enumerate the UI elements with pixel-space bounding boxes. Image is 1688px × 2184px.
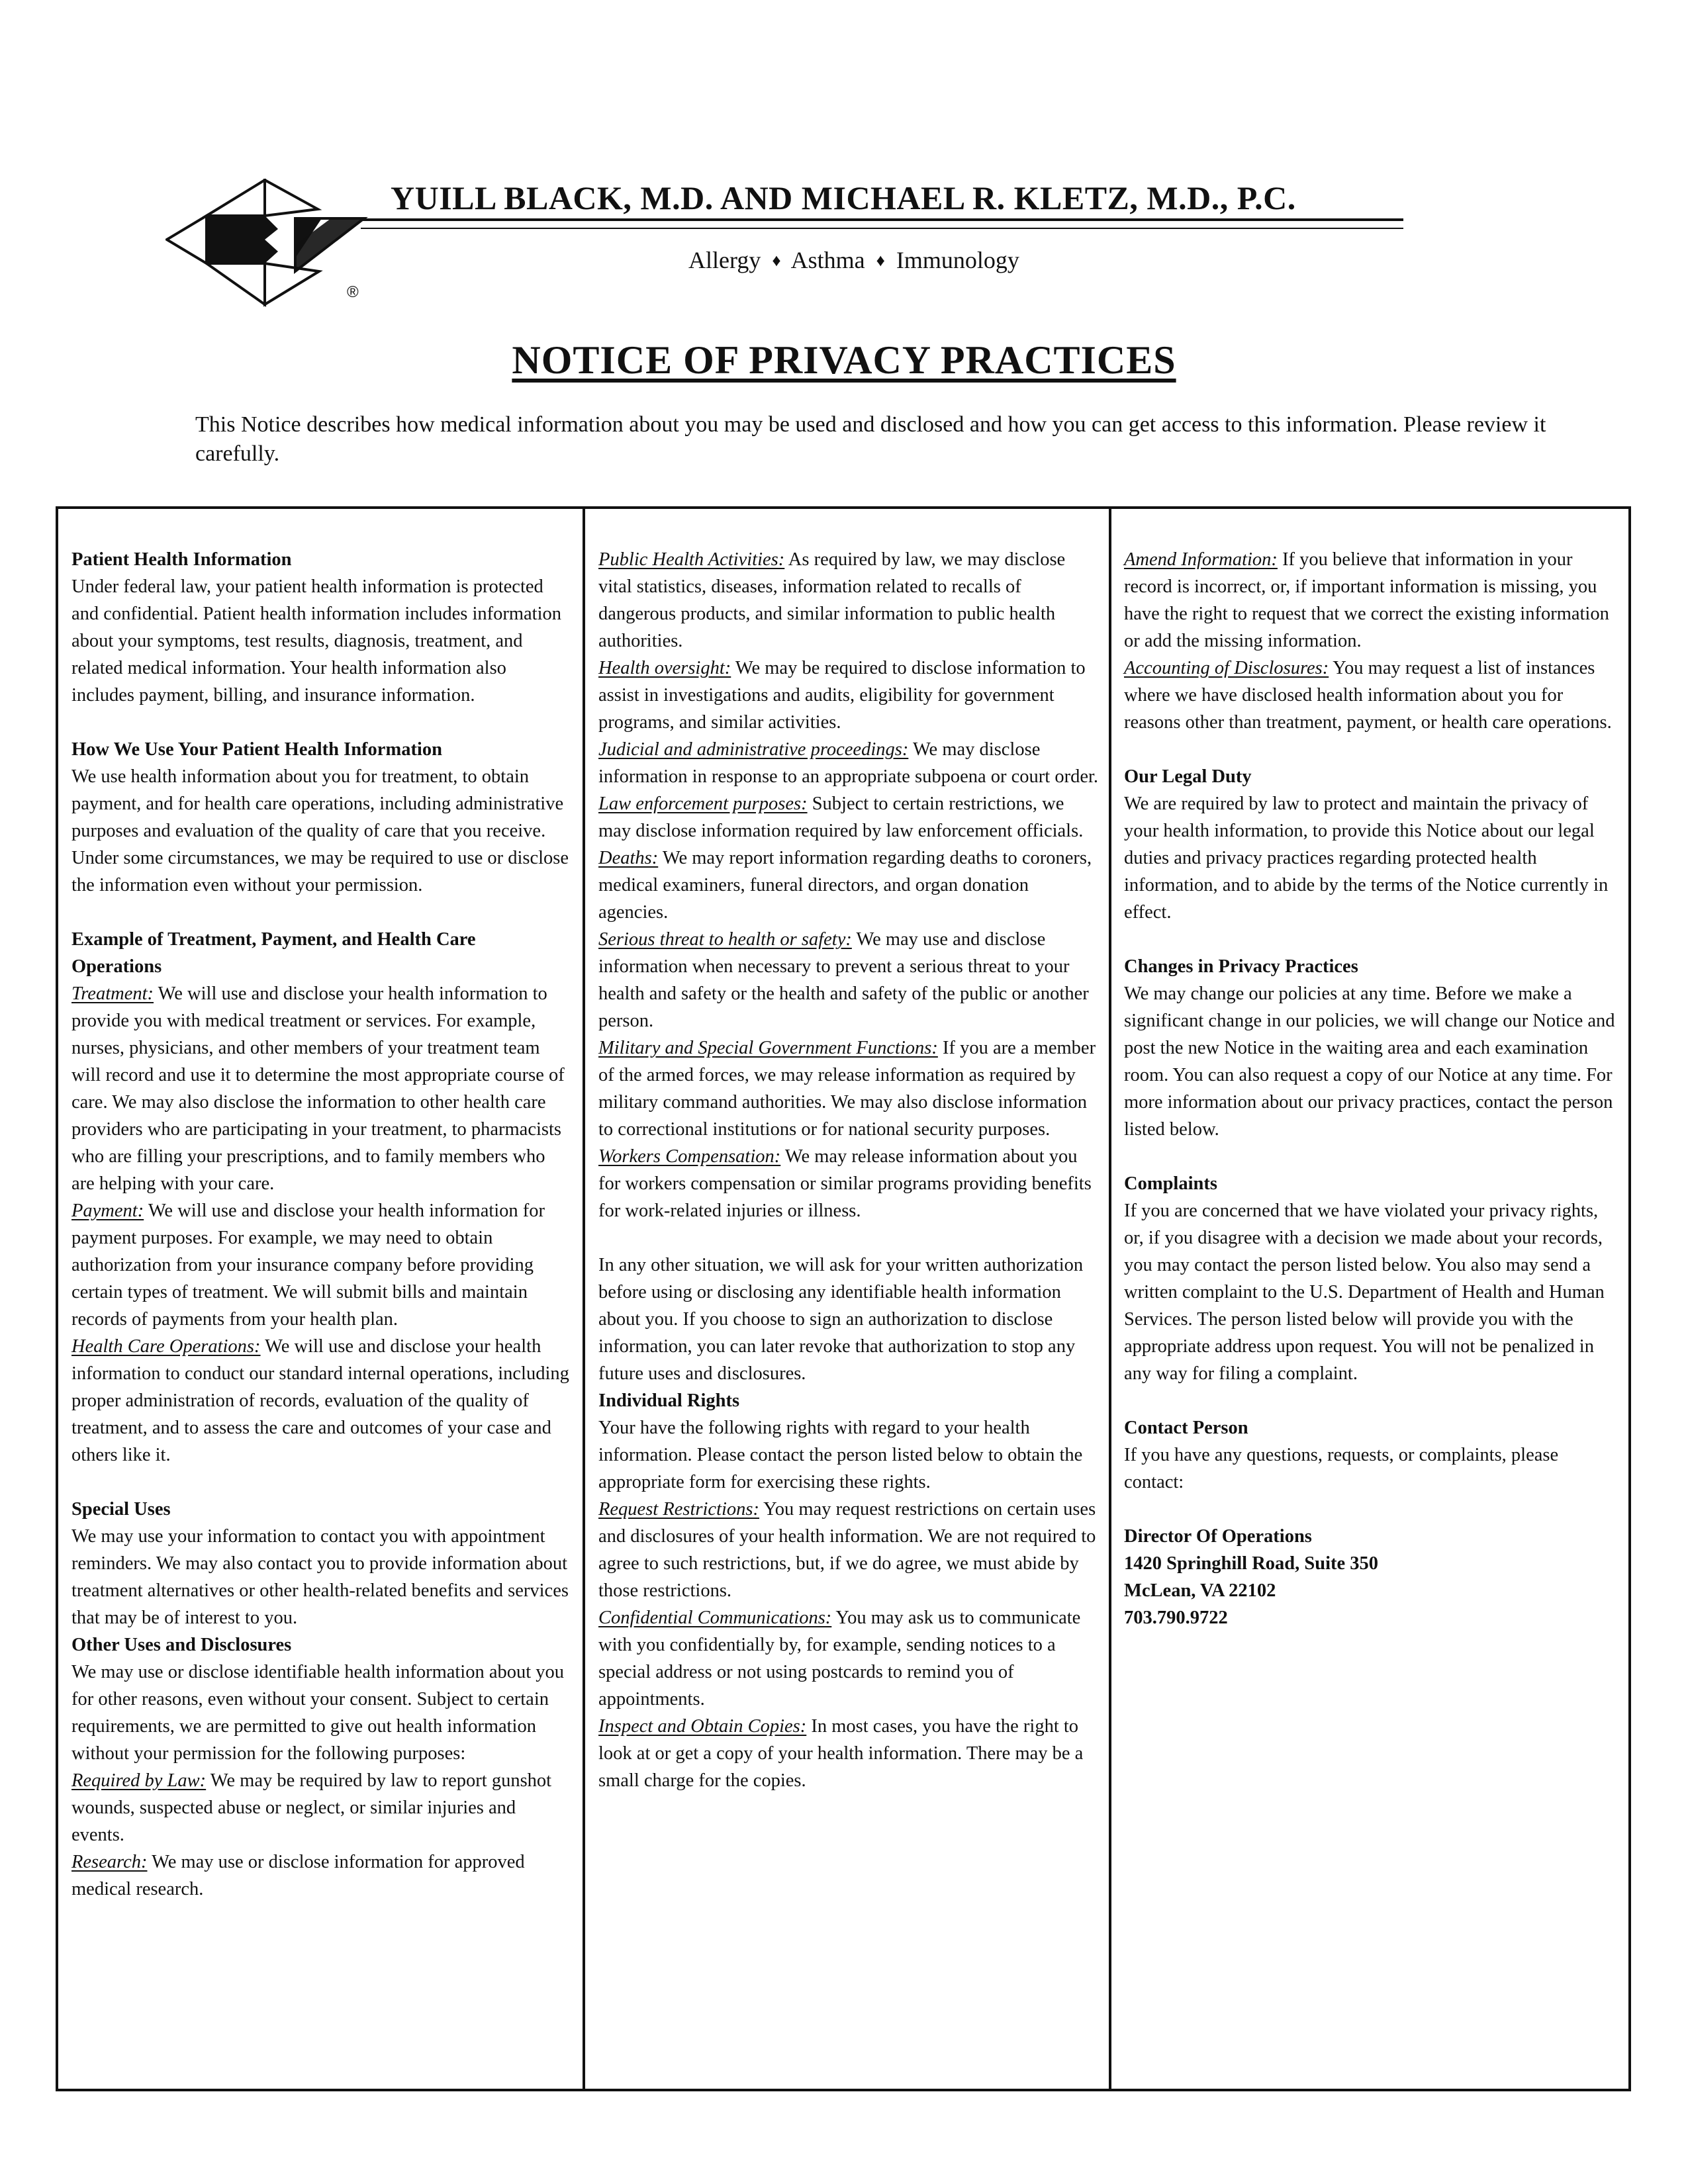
section-body: Under federal law, your patient health information is protected and confidential. Patient health information includes information about your symptoms, test results, diagnosis, treatment, and related medical information. Your health information also includes payment, billing, and insurance information.	[71, 576, 562, 705]
intro-text: This Notice describes how medical information about you may be used and disclosed and how you can get access to this information. Please review it carefully.	[195, 412, 1546, 466]
contact-title: Director Of Operations	[1124, 1526, 1312, 1547]
paragraph-confidential-communications: Confidential Communications: You may ask us to communicate with you confidentially by, for example, sending notices to a special address or not using postcards to remind you of appointments.	[598, 1608, 1081, 1709]
bk-logo-icon	[165, 179, 371, 311]
paragraph-inspect-copies: Inspect and Obtain Copies: In most cases, you have the right to look at or get a copy of your health information. There may be a small charge for the copies.	[598, 1716, 1084, 1791]
column-right	[1124, 546, 1617, 1631]
lead-term: Treatment:	[71, 983, 154, 1004]
section-body: We use health information about you for treatment, to obtain payment, and for health care operations, including administrative purposes and evaluation of the quality of care that you receive. Under some circumstances, we may be required to use or disclose the information even without your permission.	[71, 766, 569, 895]
column-middle	[598, 546, 1100, 1794]
paragraph-deaths: Deaths: We may report information regarding deaths to coroners, medical examiners, funeral directors, and organ donation agencies.	[598, 848, 1092, 923]
lead-term: Health Care Operations:	[71, 1336, 261, 1357]
column-divider	[583, 509, 585, 2089]
section-body: If you have any questions, requests, or complaints, please contact:	[1124, 1445, 1559, 1492]
column-divider	[1109, 509, 1111, 2089]
specialty-allergy: Allergy	[688, 247, 761, 273]
lead-term: Required by Law:	[71, 1770, 207, 1791]
paragraph-health-oversight: Health oversight: We may be required to disclose information to assist in investigations and audits, eligibility for government programs, and similar activities.	[598, 658, 1086, 733]
lead-term: Request Restrictions:	[598, 1499, 759, 1520]
lead-term: Inspect and Obtain Copies:	[598, 1716, 807, 1737]
paragraph-judicial: Judicial and administrative proceedings: We may disclose information in response to an appropriate subpoena or court order.	[598, 739, 1099, 787]
section-body: We are required by law to protect and maintain the privacy of your health information, to provide this Notice about our legal duties and privacy practices regarding protected health information, and to abide by the terms of the Notice currently in effect.	[1124, 794, 1609, 923]
section-body: Your have the following rights with regard to your health information. Please contact the person listed below to obtain the appropriate form for exercising these rights.	[598, 1418, 1083, 1492]
header-rule-thin	[361, 228, 1403, 229]
paragraph-accounting-disclosures: Accounting of Disclosures: You may request a list of instances where we have disclosed health information about you for reasons other than treatment, payment, or health care operations.	[1124, 658, 1612, 733]
contact-block	[1124, 1523, 1617, 1631]
paragraph-payment: Payment: We will use and disclose your health information for payment purposes. For example, we may need to obtain authorization from your insurance company before providing certain types of treatment. We will submit bills and maintain records of payments from your health plan.	[71, 1201, 545, 1330]
specialty-asthma: Asthma	[790, 247, 865, 273]
diamond-separator-icon: ♦	[772, 251, 781, 270]
column-left	[71, 546, 569, 1903]
lead-term: Public Health Activities:	[598, 549, 785, 570]
paragraph-treatment: Treatment: We will use and disclose your health information to provide you with medical treatment or services. For example, nurses, physicians, and other members of your treatment team will record and use it to determine the most appropriate course of care. We may also disclose the information to other health care providers who are participating in your treatment, to pharmacists who are filling your prescriptions, and to family members who are helping with your care.	[71, 983, 565, 1194]
paragraph-request-restrictions: Request Restrictions: You may request restrictions on certain uses and disclosures of your health information. We are not required to agree to such restrictions, but, if we do agree, we must abide by those restrictions.	[598, 1499, 1096, 1601]
contact-address: 1420 Springhill Road, Suite 350	[1124, 1553, 1379, 1574]
lead-term: Health oversight:	[598, 658, 731, 678]
section-heading: Other Uses and Disclosures	[71, 1635, 292, 1655]
contact-phone: 703.790.9722	[1124, 1608, 1228, 1628]
paragraph-required-by-law: Required by Law: We may be required by law to report gunshot wounds, suspected abuse or neglect, or similar injuries and events.	[71, 1770, 552, 1845]
lead-term: Military and Special Government Functions:	[598, 1038, 938, 1058]
specialties-line	[688, 246, 1019, 274]
lead-term: Payment:	[71, 1201, 144, 1221]
lead-term: Deaths:	[598, 848, 659, 868]
paragraph-law-enforcement: Law enforcement purposes: Subject to certain restrictions, we may disclose information required by law enforcement officials.	[598, 794, 1084, 841]
diamond-separator-icon: ♦	[876, 251, 885, 270]
section-body: In any other situation, we will ask for your written authorization before using or disclosing any identifiable health information about you. If you choose to sign an authorization to disclose information, you can later revoke that authorization to stop any future uses and disclosures.	[598, 1255, 1084, 1384]
section-heading: Patient Health Information	[71, 549, 292, 570]
firm-name: YUILL BLACK, M.D. AND MICHAEL R. KLETZ, M.D., P.C.	[391, 179, 1296, 216]
section-heading: Contact Person	[1124, 1418, 1248, 1438]
lead-term: Serious threat to health or safety:	[598, 929, 852, 950]
lead-term: Amend Information:	[1124, 549, 1278, 570]
lead-term: Accounting of Disclosures:	[1124, 658, 1329, 678]
section-heading: Special Uses	[71, 1499, 171, 1520]
header-rule-thick	[361, 218, 1403, 221]
specialty-immunology: Immunology	[896, 247, 1019, 273]
paragraph-workers-compensation: Workers Compensation: We may release information about you for workers compensation or similar programs providing benefits for work-related injuries or illness.	[598, 1146, 1092, 1221]
section-heading: How We Use Your Patient Health Information	[71, 739, 442, 760]
paragraph-serious-threat: Serious threat to health or safety: We may use and disclose information when necessary to prevent a serious threat to your health and safety or the health and safety of the public or another person.	[598, 929, 1089, 1031]
notice-title: NOTICE OF PRIVACY PRACTICES	[512, 338, 1176, 382]
section-body: We may use or disclose identifiable health information about you for other reasons, even without your consent. Subject to certain requirements, we are permitted to give out health information without your permission for the following purposes:	[71, 1662, 565, 1764]
notice-columns	[56, 506, 1631, 2091]
section-body: If you are concerned that we have violated your privacy rights, or, if you disagree with a decision we made about your records, you may contact the person listed below. You also may send a written complaint to the U.S. Department of Health and Human Services. The person listed below will provide you with the appropriate address upon request. You will not be penalized in any way for filing a complaint.	[1124, 1201, 1605, 1384]
section-heading: Individual Rights	[598, 1390, 740, 1411]
paragraph-health-care-operations: Health Care Operations: We will use and disclose your health information to conduct our standard internal operations, including proper administration of records, evaluation of the quality of treatment, and to assess the care and outcomes of your case and others like it.	[71, 1336, 569, 1465]
registered-mark: ®	[347, 283, 359, 301]
section-body: We may use your information to contact you with appointment reminders. We may also contact you to provide information about treatment alternatives or other health-related benefits and services that may be of interest to you.	[71, 1526, 569, 1628]
paragraph-research: Research: We may use or disclose information for approved medical research.	[71, 1852, 525, 1899]
lead-term: Confidential Communications:	[598, 1608, 832, 1628]
section-heading: Changes in Privacy Practices	[1124, 956, 1358, 977]
paragraph-public-health: Public Health Activities: As required by law, we may disclose vital statistics, diseases, information related to recalls of dangerous products, and similar information to public health authorities.	[598, 549, 1066, 651]
section-body: We may change our policies at any time. Before we make a significant change in our policies, we will change our Notice and post the new Notice in the waiting area and each examination room. You can also request a copy of our Notice at any time. For more information about our privacy practices, contact the person listed below.	[1124, 983, 1615, 1140]
lead-term: Law enforcement purposes:	[598, 794, 808, 814]
section-heading: Example of Treatment, Payment, and Health Care Operations	[71, 929, 476, 977]
contact-city: McLean, VA 22102	[1124, 1580, 1276, 1601]
paragraph-amend-information: Amend Information: If you believe that information in your record is incorrect, or, if important information is missing, you have the right to request that we correct the existing information or add the missing information.	[1124, 549, 1609, 651]
lead-term: Workers Compensation:	[598, 1146, 781, 1167]
paragraph-military: Military and Special Government Functions: If you are a member of the armed forces, we may release information as required by military command authorities. We may also disclose information to correctional institutions or for national security purposes.	[598, 1038, 1096, 1140]
lead-term: Judicial and administrative proceedings:	[598, 739, 909, 760]
lead-term: Research:	[71, 1852, 148, 1872]
section-heading: Our Legal Duty	[1124, 766, 1252, 787]
section-heading: Complaints	[1124, 1173, 1217, 1194]
